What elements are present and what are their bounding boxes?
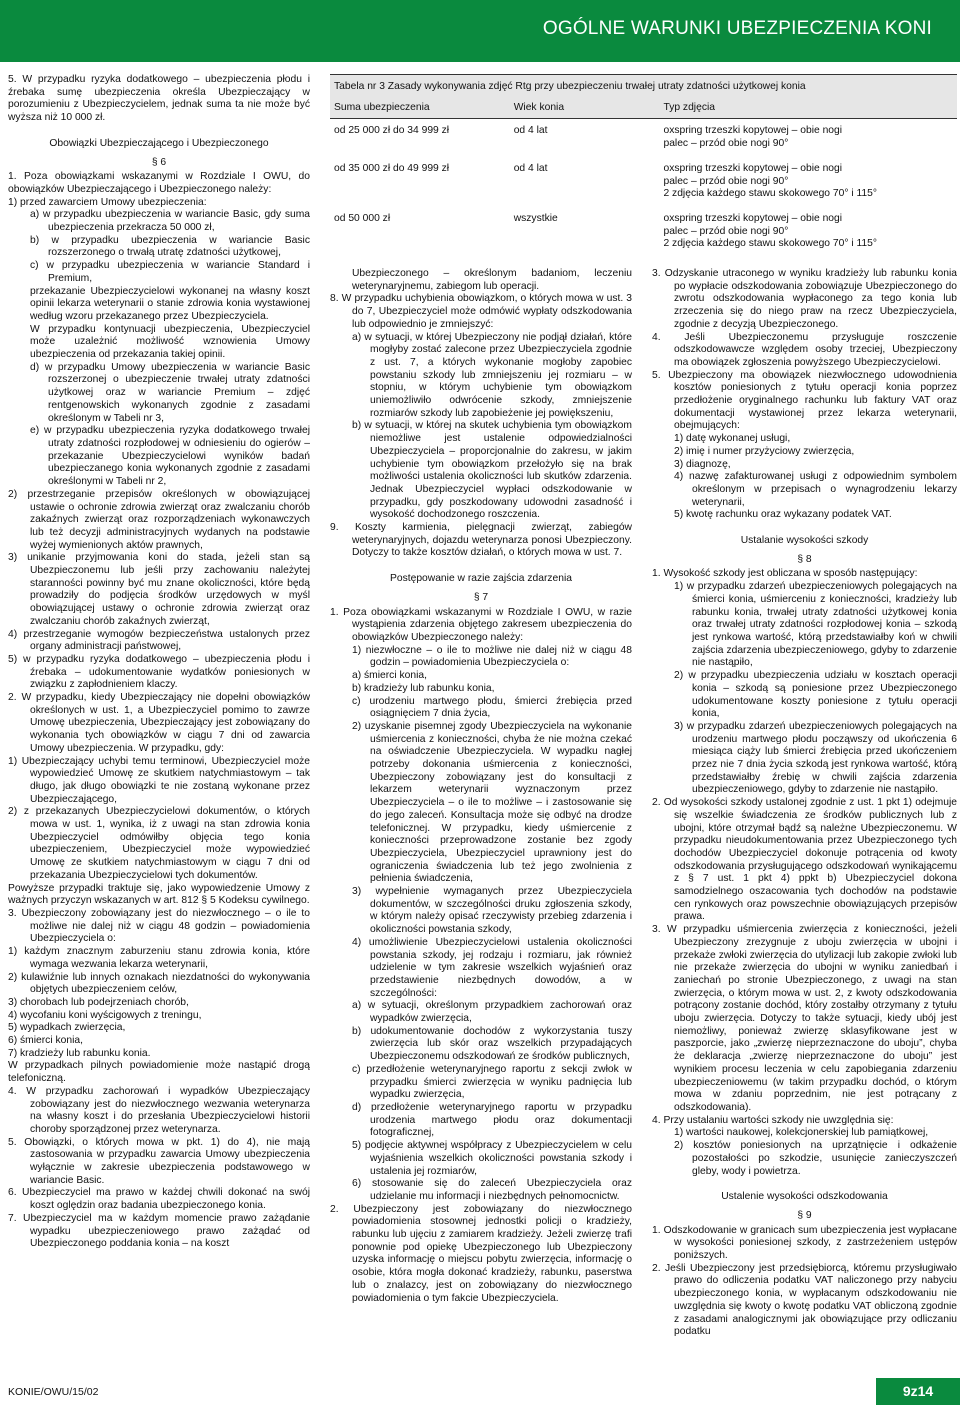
list-item: 5. Ubezpieczony ma obowiązek niezwłocznego udowodnienia kosztów poniesionych z tytułu operacji konia poprzez przedłożenie oryginalnego rachunku lub faktury VAT oraz dokumentacji wystawionej przez lekarza weterynarii, obejmujących: (652, 369, 957, 432)
list-item: 5) wypadkach zwierzęcia, (8, 1022, 126, 1034)
table-cell: od 25 000 zł do 34 999 zł (334, 125, 450, 137)
table-cell: od 4 lat (513, 162, 548, 174)
table-cell (663, 163, 953, 201)
page-number: 9z14 (876, 1378, 960, 1405)
paragraph: przekazanie Ubezpieczycielowi wykonanej na własny koszt opinii lekarza weterynarii o stanie zdrowia konia wystawionej według wzoru przekazanego przez Ubezpieczyciela. (30, 285, 310, 322)
list-item: a) w sytuacji, w której Ubezpieczony nie podjął działań, które mogłyby zostać zalecone przez Ubezpieczyciela zgodnie z ust. 7, a których wykonanie mogłoby zapobiec powstaniu szkody lub zmniejszeniu jej rozmiaru – w stopniu, w którym uchybienie tym obowiązkom uniemożliwiło odwrócenie szkody, zmniejszenie rozmiarów szkody lub zapobieżenie jej powiększeniu, (352, 331, 632, 419)
list-item: a) w sytuacji, określonym przypadkiem zachorowań oraz wypadków zwierzęcia, (352, 1000, 632, 1025)
list-item: 1. Odszkodowanie w granicach sum ubezpieczenia jest wypłacane w wysokości poniesionej szkody, z zastrzeżeniem ustępów poniższych. (652, 1224, 957, 1262)
table-row (330, 207, 957, 257)
list-item: b) w przypadku ubezpieczenia w wariancie Basic rozszerzonego o trwałą utratę zdatności użytkowej, (30, 234, 310, 259)
list-item: 2) w przypadku ubezpieczenia udziału w kosztach operacji konia – szkodą są poniesione przez Ubezpieczonego udokumentowane koszty poniesione z tytułu operacji konia, (674, 670, 957, 720)
table-row (330, 119, 957, 156)
list-item: 5) w przypadku ryzyka dodatkowego – ubezpieczenia płodu i źrebaka – udokumentowanie wydatków poniesionych w związku z zapłodnieniem klaczy. (8, 653, 310, 691)
column-1 (8, 74, 310, 1251)
list-item: 4. Przy ustalaniu wartości szkody nie uwzględnia się: (652, 1114, 894, 1126)
list-item: 3) unikanie przyjmowania koni do stada, jeżeli stan są Ubezpieczonemu lub jeśli przy zachowaniu należytej staranności powinny być mu znane okoliczności, które będą prowadziły do podjęcia środków urzędowych w myśl obowiązującej ustawy o ochronie zdrowia zwierząt oraz zwalczaniu chorób zakaźnych zwierząt, (8, 552, 310, 627)
list-item: 5) podjęcie aktywnej współpracy z Ubezpieczycielem w celu wyjaśnienia wszelkich okoliczności powstania szkody i ustalenia jej rozmiarów, (352, 1140, 632, 1177)
list-item: 4) wycofaniu koni wyścigowych z treningu, (8, 1009, 202, 1021)
paragraph: 1. Poza obowiązkami wskazanymi w Rozdziale I OWU, do obowiązków Ubezpieczającego i Ubezpieczonego należy: (8, 171, 310, 195)
list-item: b) udokumentowanie dochodów z wykorzystania tuszy zwierzęcia lub skór oraz wszelkich przypadających Ubezpieczonemu odszkodowań ze środków publicznych, (352, 1025, 632, 1063)
section-number: § 7 (473, 591, 489, 603)
list-item: 1) Ubezpieczający uchybi temu terminowi, Ubezpieczyciel może wypowiedzieć Umowę ze skutkiem natychmiastowym – tak długo, jak długo obowiązki te nie zostaną wykonane przez Ubezpieczającego, (8, 755, 310, 805)
table-header-row (330, 98, 957, 120)
list-item: 3) wypełnienie wymaganych przez Ubezpieczyciela dokumentów, w szczególności druku zgłoszenia szkody, w którym należy opisać rzeczywisty przebieg zdarzenia i okoliczności powstania szkody, (352, 886, 632, 936)
list-item: 4) nazwę zafakturowanej usługi z odpowiednim symbolem określonym w przepisach o wynagrodzeniu lekarzy weterynarii, (674, 471, 957, 508)
list-item: 2) kulawiźnie lub innych oznakach niezdatności do wykonywania objętych ubezpieczeniem celów, (8, 971, 310, 996)
header-sum: Suma ubezpieczenia (334, 101, 430, 113)
table-cell: od 50 000 zł (334, 212, 391, 224)
list-item: 1) niezwłoczne – o ile to możliwe nie dalej niż w ciągu 48 godzin – powiadomienia Ubezpieczyciela o: (352, 644, 632, 669)
list-item: 1) przed zawarciem Umowy ubezpieczenia: (8, 196, 207, 208)
paragraph: 5. W przypadku ryzyka dodatkowego – ubezpieczenia płodu i źrebaka sumę ubezpieczenia określa Ubezpieczający w porozumieniu z Ubezpieczycielem, jednak suma ta nie może być wyższa niż 10 000 zł. (8, 74, 310, 124)
section-heading: Postępowanie w razie zajścia zdarzenia (389, 573, 572, 585)
list-item: 2. W przypadku, kiedy Ubezpieczający nie dopełni obowiązków określonych w ust. 1, a Ubezpieczyciel pomimo to zawrze Umowę ubezpieczenia, Ubezpieczający jest zobowiązany do wykonania tych obowiązków w ciągu 7 dni od zawarcia Umowy ubezpieczenia. W przypadku, gdy: (8, 692, 310, 754)
list-item: 1. Wysokość szkody jest obliczana w sposób następujący: (652, 568, 918, 580)
list-item: b) kradzieży lub rabunku konia, (352, 682, 495, 694)
list-item: 4) umożliwienie Ubezpieczycielowi ustalenia okoliczności powstania szkody, jej rodzaju i rozmiaru, jak również udzielenie w tym zakresie wszelkich wyjaśnień oraz przedstawienie niezbędnych dowodów, a w szczególności: (352, 936, 632, 999)
paragraph: Powyższe przypadki traktuje się, jako wypowiedzenie Umowy z ważnych przyczyn wskazanych w art. 812 § 5 Kodeksu cywilnego. (8, 882, 310, 907)
list-item: b) w sytuacji, w której na skutek uchybienia tym obowiązkom niemożliwe jest ustalenie odpowiedzialności Ubezpieczyciela – proporcjonalnie do zakresu, w jakim uchybienie tym obowiązkom przełożyło się na brak możliwości ustalenia okoliczności lub skutków zdarzenia. Jednak Ubezpieczyciel wypłaci odszkodowanie w przypadku, gdy poszkodowany udowodni zasadność i wysokość dochodzonego roszczenia. (352, 420, 632, 521)
list-item: e) w przypadku ubezpieczenia ryzyka dodatkowego trwałej utraty zdatności rozpłodowej w odniesieniu do ogierów – przekazanie Ubezpieczycielowi wyników badań ubezpieczanego konia wykonanych zgodnie z zasadami określonymi w Tabeli nr 2, (30, 425, 310, 488)
list-item: d) przedłożenie weterynaryjnego raportu w przypadku urodzenia martwego płodu oraz dokumentacji fotograficznej, (352, 1102, 632, 1139)
table-cell-line: palec – przód obie nogi 90° (663, 225, 789, 237)
table-cell: od 35 000 zł do 49 999 zł (334, 162, 450, 174)
table-cell-line: oxspring trzeszki kopytowej – obie nogi (663, 162, 843, 174)
table-cell-line: palec – przód obie nogi 90° (663, 175, 789, 187)
table-cell-line: oxspring trzeszki kopytowej – obie nogi (663, 212, 843, 224)
section-number: § 9 (797, 1209, 812, 1221)
list-item: 3) chorobach lub podejrzeniach chorób, (8, 996, 189, 1008)
paragraph: W przypadkach pilnych powiadomienie może nastąpić drogą telefoniczną. (8, 1060, 310, 1085)
list-item: 2) uzyskanie pisemnej zgody Ubezpieczyciela na wykonanie uśmiercenia z konieczności, chyba że nie można czekać na oświadczenie Ubezpieczyciela. W wypadku nagłej potrzeby dokonania uśmiercenia z konieczności, Ubezpieczony zobowiązany jest do konsultacji z lekarzem weterynarii wyznaczonym przez Ubezpieczyciela – o ile to możliwe – i zastosowanie się do jego zaleceń. Konsultacja może się odbyć na drodze telefonicznej. W przypadku, kiedy uśmiercenie z konieczności przeprowadzone zostanie bez zgody Ubezpieczyciela, Ubezpieczyciel uprawniony jest do ograniczenia świadczenia lub też jego zwolnienia z pełnienia świadczenia, (352, 720, 632, 885)
table-cell (663, 125, 953, 150)
list-item: 3. Ubezpieczony zobowiązany jest do niezwłocznego – o ile to możliwe nie dalej niż w ciągu 48 godzin – powiadomienia Ubezpieczyciela o: (8, 908, 310, 945)
table-cell-line: 2 zdjęcia każdego stawu skokowego 70° i 115° (663, 188, 878, 200)
list-item: 1) w przypadku zdarzeń ubezpieczeniowych polegających na śmierci konia, uśmierceniu z konieczności, kradzieży lub rabunku konia, trwałej utraty zdatności użytkowej konia oraz trwałej utraty zdatności rozpłodowej konia – szkodą jest rynkowa wartość, którą przedstawiałby koń w chwili zajścia zdarzenia ubezpieczeniowego, gdyby to zdarzenie nie nastąpiło, (674, 581, 957, 669)
list-item: c) urodzeniu martwego płodu, śmierci źrebięcia przed osiągnięciem 7 dnia życia, (352, 695, 632, 720)
document-code: KONIE/OWU/15/02 (8, 1386, 99, 1398)
list-item: 1) każdym znacznym zaburzeniu stanu zdrowia konia, które wymaga wezwania lekarza weterynarii, (8, 946, 310, 970)
list-item: 4. Jeśli Ubezpieczonemu przysługuje roszczenie odszkodowawcze względem osoby trzeciej, Ubezpieczony ma obowiązek zgłoszenia powyższego Ubezpieczycielowi. (652, 331, 957, 368)
section-heading: Ustalanie wysokości szkody (740, 535, 869, 547)
list-item: 8. W przypadku uchybienia obowiązkom, o których mowa w ust. 3 do 7, Ubezpieczyciel może odmówić wypłaty odszkodowania lub odpowiednio je zmniejszyć: (330, 293, 632, 330)
list-item: 7. Ubezpieczyciel ma w każdym momencie prawo zażądanie wypadku ubezpieczeniowego prawo zażądać od Ubezpieczonego poddania konia – na koszt (8, 1212, 310, 1250)
list-item: 6. Ubezpieczyciel ma prawo w każdej chwili dokonać na swój koszt oględzin oraz badania ubezpieczonego konia. (8, 1187, 310, 1212)
list-item: 6) stosowanie się do zaleceń Ubezpieczyciela oraz udzielanie mu informacji i niezbędnych pełnomocnictw. (352, 1178, 632, 1202)
table-cell-line: 2 zdjęcia każdego stawu skokowego 70° i 115° (663, 238, 878, 250)
list-item: 3. Odzyskanie utraconego w wyniku kradzieży lub rabunku konia po wypłacie odszkodowania zobowiązuje Ubezpieczonego do zwrotu odszkodowania wypłaconego za tego konia lub zrzeczenia się do niego praw na rzecz Ubezpieczyciela, zgodnie z decyzją Ubezpieczonego. (652, 268, 957, 330)
page-header (0, 0, 960, 62)
table-cell-line: oxspring trzeszki kopytowej – obie nogi (663, 125, 843, 137)
page-title: OGÓLNE WARUNKI UBEZPIECZENIA KONI (542, 18, 932, 39)
list-item: 2) kosztów poniesionych na uprzątnięcie i odkażenie pozostałości po szkodzie, usunięcie zanieczyszczeń gleby, wody i powietrza. (674, 1140, 957, 1177)
list-item: 4. W przypadku zachorowań i wypadków Ubezpieczający zobowiązany jest do niezwłocznego wezwania weterynarza na własny koszt i do przesłania Ubezpieczycielowi historii choroby sporządzonej przez weterynarza. (8, 1085, 310, 1135)
table-row (330, 157, 957, 207)
section-number: § 6 (151, 156, 167, 168)
list-item: 5. Obowiązki, o których mowa w pkt. 1) do 4), nie mają zastosowania w przypadku zawarcia Umowy ubezpieczenia wyłącznie w zakresie ubezpieczenia podstawowego w wariancie Basic. (8, 1136, 310, 1186)
list-item: 2) z przekazanych Ubezpieczycielowi dokumentów, o których mowa w ust. 1, wynika, iż z uwagi na stan zdrowia konia Ubezpieczyciel odmówiłby objęcia tego konia ubezpieczeniem, Ubezpieczyciel może wypowiedzieć Umowę ze skutkiem natychmiastowym w ciągu 7 dni od przekazania Ubezpieczycielowi tych dokumentów. (8, 806, 310, 881)
list-item: 6) śmierci konia, (8, 1035, 83, 1047)
list-item: 3) w przypadku zdarzeń ubezpieczeniowych polegających na urodzeniu martwego płodu począwszy od ukończenia 6 miesiąca ciąży lub śmierci źrebięcia przed ukończeniem przez nie 7 dnia życia szkodą jest rynkowa wartość, którą przedstawiałby źrebię w chwili zajścia zdarzenia ubezpieczeniowego, gdyby to zdarzenie nie nastąpiło. (674, 720, 957, 796)
section-number: § 8 (797, 553, 812, 565)
list-item: 1. Poza obowiązkami wskazanymi w Rozdziale I OWU, w razie wystąpienia zdarzenia objętego zakresem ubezpieczenia do obowiązków Ubezpieczonego należy: (330, 606, 632, 643)
section-heading: Obowiązki Ubezpieczającego i Ubezpieczonego (49, 137, 269, 149)
list-item: 2) przestrzeganie przepisów określonych w obowiązującej ustawie o ochronie zdrowia zwierząt oraz zwalczaniu chorób zakaźnych zwierząt oraz rozporządzeniach wykonawczych lub też decyzji administracyjnych wydanych na podstawie wyżej wymienionych aktów prawnych, (8, 488, 310, 551)
list-item: 7) kradzieży lub rabunku konia. (8, 1047, 151, 1059)
list-item: 3. W przypadku uśmiercenia zwierzęcia z konieczności, jeżeli Ubezpieczony zrezygnuje z uboju zwierzęcia w ubojni i przekaże zwłoki zwierzęcia do utylizacji lub zakopie zwłoki lub nie przekaże zwierzęcia do ubojni w wyniku zaniedbań i zaniechań po stronie Ubezpieczonego, z uwagi na stan zwierzęcia, o którym mowa w ust. 2, z kwoty odszkodowania potrącony zostanie dochód, który zostałby otrzymany z tytułu uboju zwierzęcia. Dotyczy to także sytuacji, kiedy ubój jest niemożliwy, ponieważ zwierzę sklasyfikowane jest w paszporcie, jako „zwierzę nieprzeznaczone do uboju”, chyba że deklaracja „zwierzę nieprzeznaczone do uboju” jest wynikiem procesu leczenia w celu zapobiegania zdarzeniu ubezpieczeniowemu (w takim przypadku dochód, o którym mowa w zdaniu poprzednim, nie jest potrącany z odszkodowania). (652, 924, 957, 1113)
list-item: 4) przestrzeganie wymogów bezpieczeństwa ustalonych przez organy administracji państwowej, (8, 628, 310, 653)
list-item: 1) datę wykonanej usługi, (674, 433, 791, 445)
header-age: Wiek konia (513, 101, 565, 113)
table-cell (663, 213, 953, 251)
header-type: Typ zdjęcia (663, 101, 715, 113)
list-item: 3) diagnozę, (674, 458, 731, 470)
list-item: a) w przypadku ubezpieczenia w wariancie Basic, gdy suma ubezpieczenia przekracza 50 000 zł, (30, 209, 310, 234)
table-3 (330, 74, 957, 262)
section-heading: Ustalenie wysokości odszkodowania (721, 1191, 888, 1203)
column-3 (652, 268, 957, 1339)
list-item: c) przedłożenie weterynaryjnego raportu z sekcji zwłok w przypadku śmierci zwierzęcia w wyniku padnięcia lub wypadku zwierzęcia, (352, 1063, 632, 1101)
list-item: 2. Jeśli Ubezpieczony jest przedsiębiorcą, któremu przysługiwało prawo do odliczenia podatku VAT naliczonego przy nabyciu ubezpieczonego konia, w wypłacanym odszkodowaniu nie uwzględnia się kwoty o kwotę podatku VAT obliczoną zgodnie z zasadami analogicznymi jak obowiązujące przy odliczaniu podatku (652, 1262, 957, 1338)
table-cell-line: palec – przód obie nogi 90° (663, 138, 789, 150)
list-item: 5) kwotę rachunku oraz wykazany podatek VAT. (674, 509, 892, 521)
list-item: 9. Koszty karmienia, pielęgnacji zwierząt, zabiegów weterynaryjnych, dojazdu weterynarza ponosi Ubezpieczony. Dotyczy to także kosztów działań, o których mowa w ust. 7. (330, 522, 632, 559)
paragraph: Ubezpieczonego – określonym badaniom, leczeniu weterynaryjnemu, zabiegom lub operacji. (352, 268, 632, 292)
list-item: d) w przypadku Umowy ubezpieczenia w wariancie Basic rozszerzonej o ubezpieczenie trwałej utraty zdatności użytkowej oraz w wariancie Premium – zdjęć rentgenowskich wykonanych zgodnie z zasadami określonym w Tabeli nr 3, (30, 361, 310, 424)
table-cell: od 4 lat (513, 125, 548, 137)
paragraph: W przypadku kontynuacji ubezpieczenia, Ubezpieczyciel może uzależnić możliwość wznowienia Umowy ubezpieczenia od przekazania takiej opinii. (30, 323, 310, 361)
list-item: 2) imię i numer przyżyciowy zwierzęcia, (674, 445, 855, 457)
list-item: 1) wartości naukowej, kolekcjonerskiej lub pamiątkowej, (674, 1127, 929, 1139)
table-cell: wszystkie (513, 212, 558, 224)
table-caption: Tabela nr 3 Zasady wykonywania zdjęć Rtg przy ubezpieczeniu trwałej utraty zdatności użytkowej konia (330, 74, 957, 98)
list-item: c) w przypadku ubezpieczenia w wariancie Standard i Premium, (30, 260, 310, 284)
list-item: 2. Ubezpieczony jest zobowiązany do niezwłocznego powiadomienia stosownej jednostki policji o kradzieży, rabunku lub ujęciu z zamiarem kradzieży. Jeżeli zwierzę trafi ponownie pod opiekę Ubezpieczonego lub Ubezpieczony uzyska informację o miejscu pobytu zwierzęcia, informację o osobie, która mogła dokonać kradzieży, rabunku, paserstwa lub o znalazcy, jest on zobowiązany do niezwłocznego powiadomienia o tym fakcie Ubezpieczyciela. (330, 1203, 632, 1304)
column-2 (330, 268, 632, 1305)
list-item: a) śmierci konia, (352, 670, 427, 682)
list-item: 2. Od wysokości szkody ustalonej zgodnie z ust. 1 pkt 1) odejmuje się wszelkie świadczenia ze środków publicznych lub z ubojni, które otrzymał bądź są należne Ubezpieczonemu. W przypadku nieudokumentowania przez Ubezpieczonego tych dochodów Ubezpieczyciel dokonuje potrącenia od kwoty odszkodowania przysługującego odszkodowań wynikającemu z § 7 ust. 1 pkt 4) ppkt b) Ubezpieczyciel dokona samodzielnego oszacowania tych dochodów na podstawie cen rynkowych oraz powszechnie obowiązujących przepisów prawa. (652, 797, 957, 923)
